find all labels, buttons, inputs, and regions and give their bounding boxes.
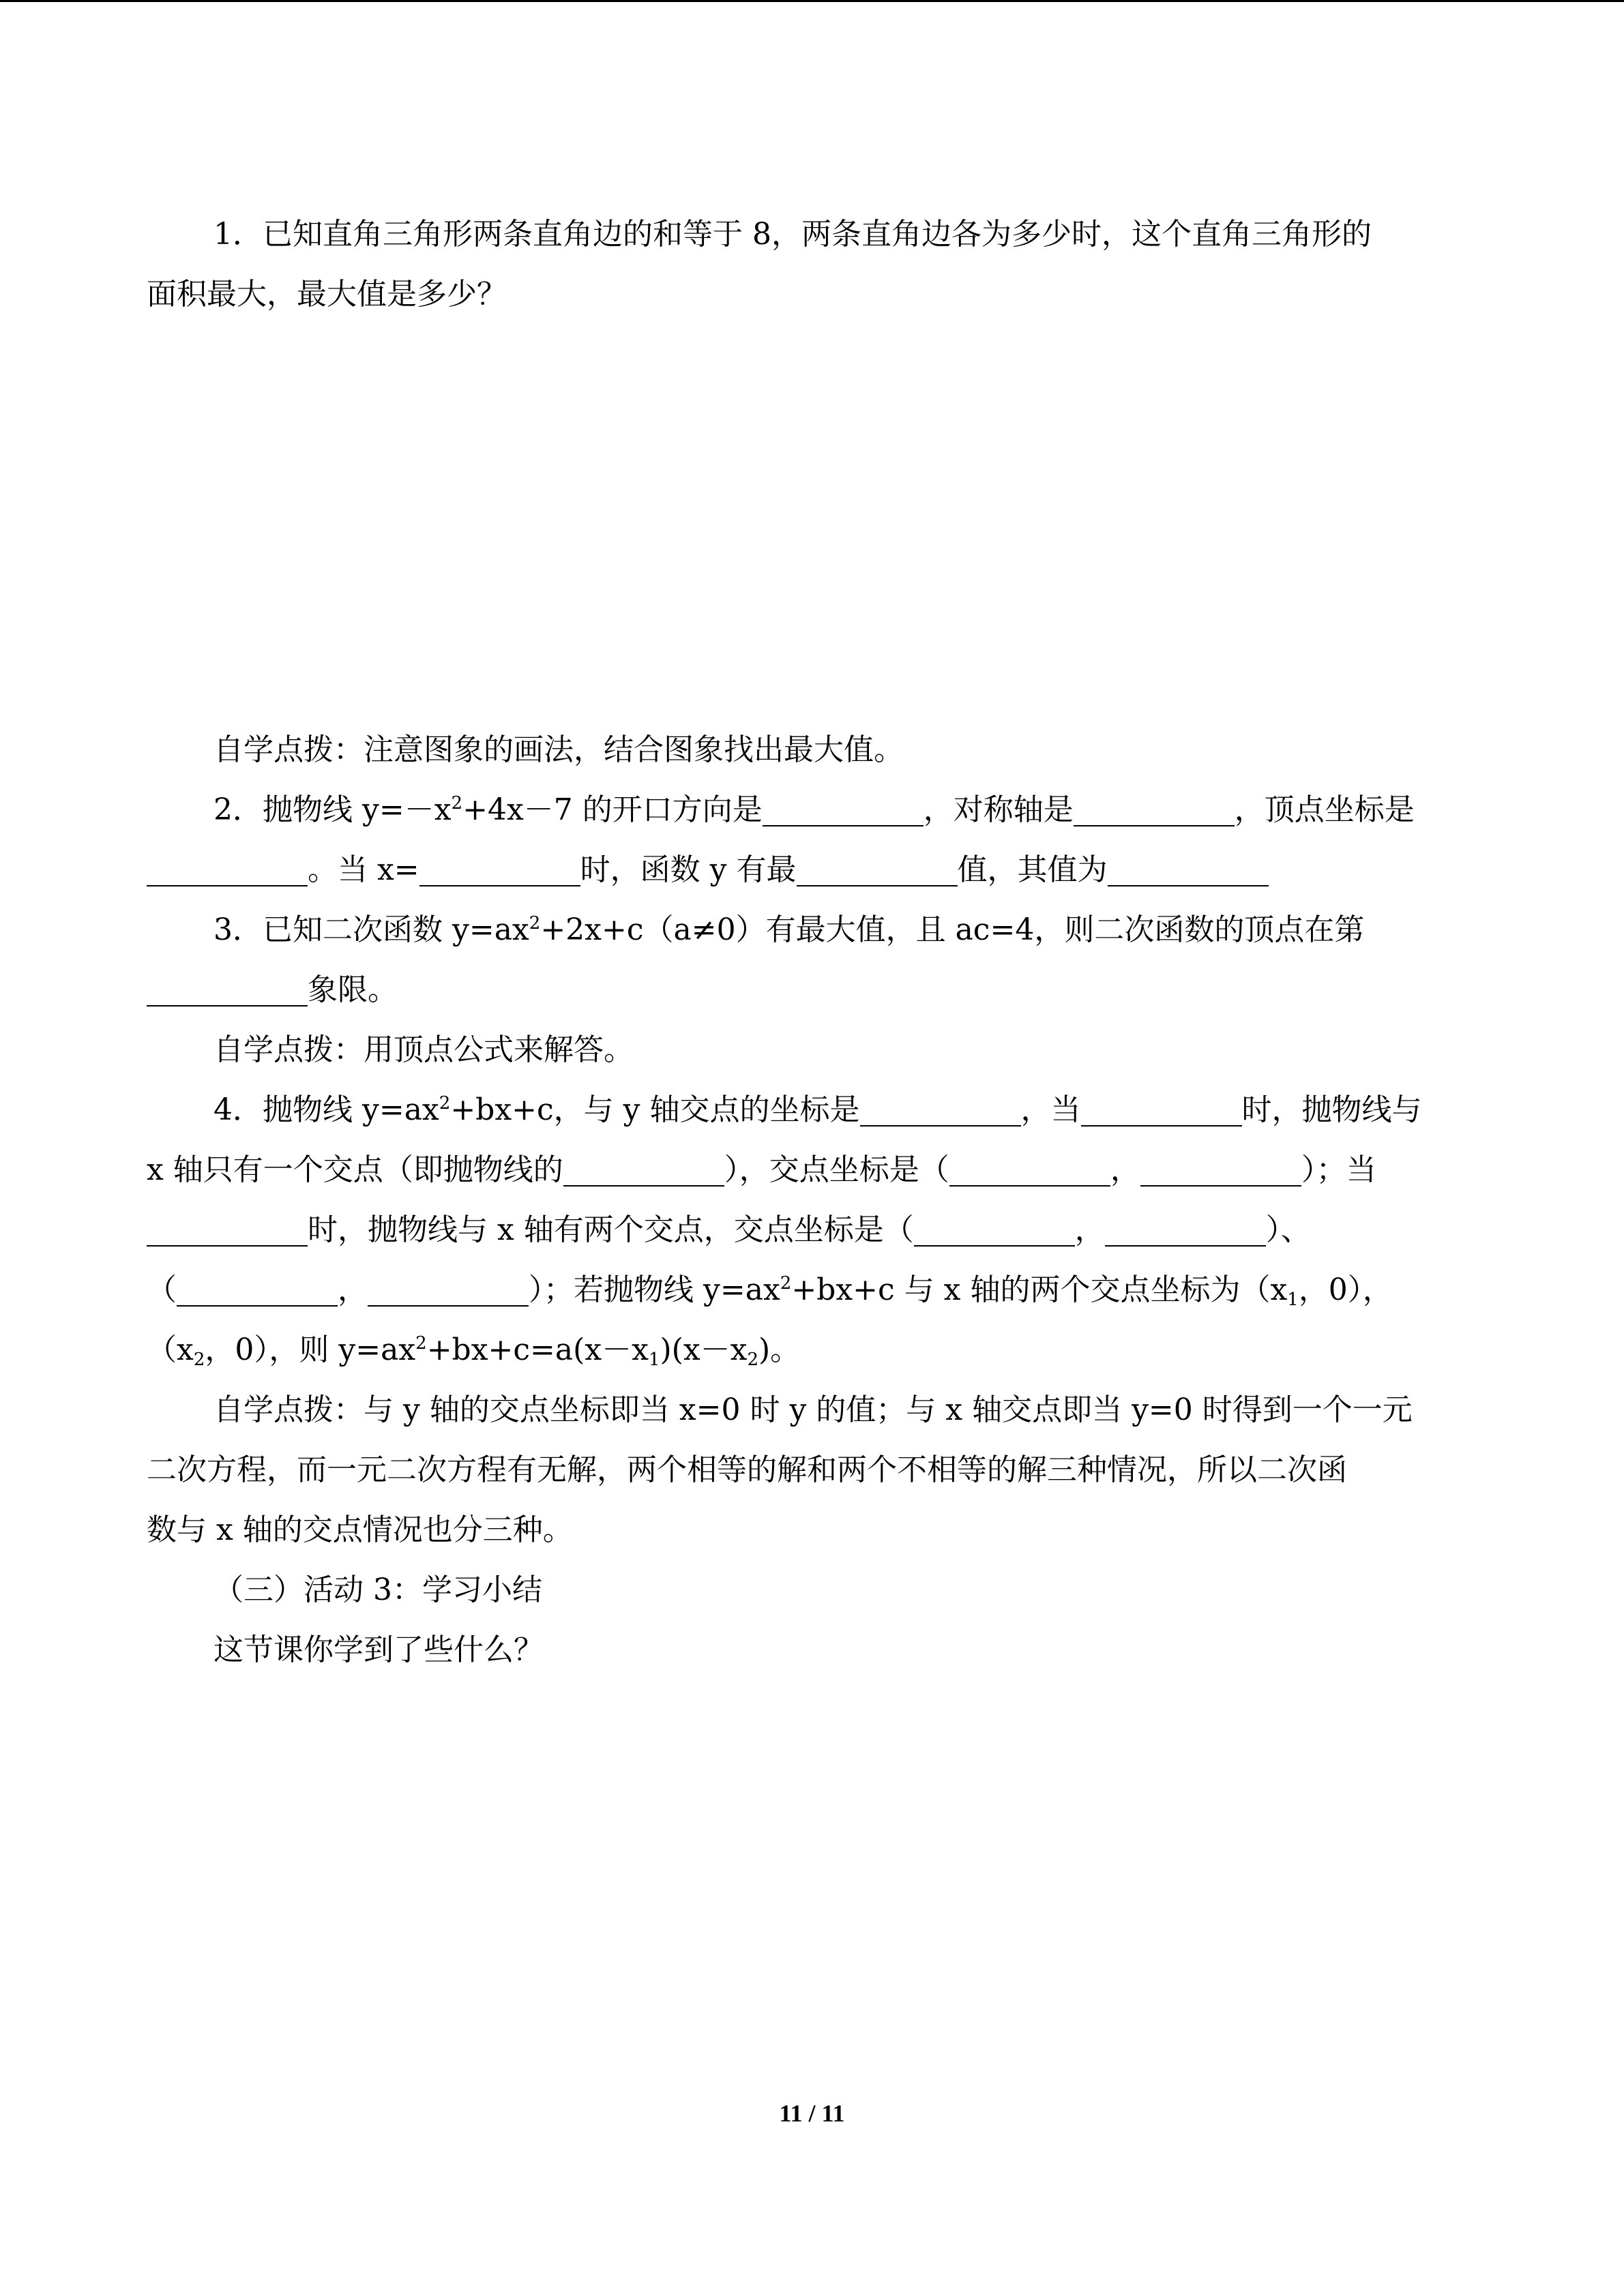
q1-line1: 1．已知直角三角形两条直角边的和等于 8，两条直角边各为多少时，这个直角三角形的 (213, 217, 1372, 252)
hint-3-line2: 二次方程，而一元二次方程有无解，两个相等的解和两个不相等的解三种情况，所以二次函 (147, 1452, 1347, 1487)
q3-line1: 3．已知二次函数 $y=ax^2+2x+c(a\ne 0)$有最大值，且 ac=4，则二次函数的顶点在第 (213, 912, 1365, 947)
blank[interactable] (147, 854, 308, 886)
blank[interactable] (1108, 854, 1269, 886)
page-number: 11 / 11 (779, 2100, 845, 2127)
blank[interactable] (147, 974, 308, 1007)
blank[interactable] (949, 1154, 1110, 1187)
hint-3-line3: 数与 x 轴的交点情况也分三种。 (147, 1512, 573, 1547)
blank[interactable] (763, 794, 924, 826)
document-body (147, 205, 1466, 1680)
final-question: 这节课你学到了些什么？ (213, 1632, 544, 1667)
blank[interactable] (860, 1094, 1021, 1127)
blank[interactable] (1140, 1154, 1301, 1187)
q4-line5: （$x_2$，0），则 $y=ax^2+bx+c=a(x-x_1)(x-x_2)$。 (147, 1332, 801, 1370)
q1-line2: 面积最大，最大值是多少？ (147, 277, 507, 312)
blank[interactable] (419, 854, 580, 886)
blank[interactable] (797, 854, 958, 886)
hint-1: 自学点拨：注意图象的画法，结合图象找出最大值。 (213, 732, 904, 767)
activity-heading: （三）活动 3：学习小结 (213, 1572, 542, 1607)
q2-line1: 2．抛物线 $y=-x^2+4x-7$ 的开口方向是 ，对称轴是 ，顶点坐标是 (213, 792, 1415, 827)
blank[interactable] (563, 1154, 724, 1187)
q4-line2: x 轴只有一个交点（即抛物线的 ），交点坐标是（ ， ）；当 (147, 1152, 1376, 1187)
q3-line2: 象限。 (147, 960, 1466, 1020)
q2-line2: 。当 x= 时，函数 y 有最 值，其值为 (147, 840, 1466, 900)
blank[interactable] (1074, 794, 1235, 826)
q4-line1: 4．抛物线 $y=ax^2+bx+c$，与 y 轴交点的坐标是 ，当 时，抛物线与 (213, 1092, 1422, 1127)
top-border (0, 0, 1624, 2)
hint-3-line1: 自学点拨：与 y 轴的交点坐标即当 x=0 时 y 的值；与 x 轴交点即当 y=0 时得到一个一元 (213, 1392, 1413, 1427)
blank[interactable] (1081, 1094, 1242, 1127)
q4-line4: （ ， ）；若抛物线 $y=ax^2+bx+c$ 与 x 轴的两个交点坐标为（$x_1$，0）， (147, 1272, 1393, 1310)
blank[interactable] (177, 1274, 338, 1307)
hint-2: 自学点拨：用顶点公式来解答。 (213, 1032, 634, 1067)
blank[interactable] (914, 1214, 1075, 1247)
answer-space (147, 325, 1466, 720)
blank[interactable] (147, 1214, 308, 1247)
q4-line3: 时，抛物线与 x 轴有两个交点，交点坐标是（ ， ）、 (147, 1200, 1466, 1260)
blank[interactable] (368, 1274, 529, 1307)
blank[interactable] (1105, 1214, 1266, 1247)
